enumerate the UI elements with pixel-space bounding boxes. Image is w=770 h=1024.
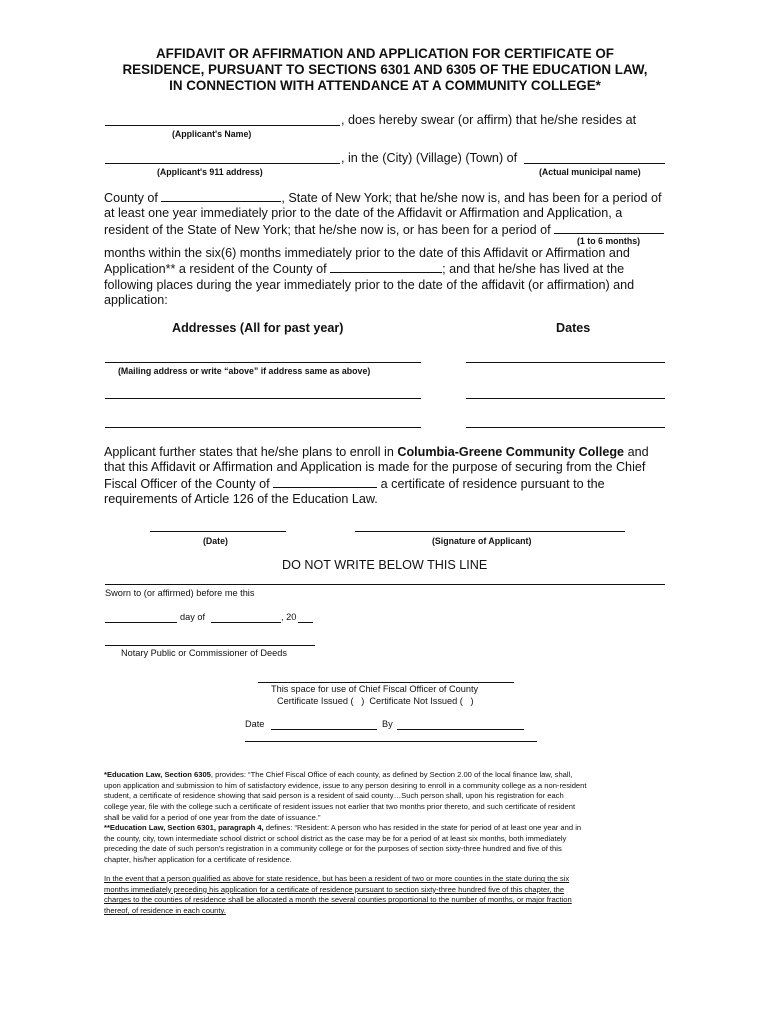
month-blank[interactable] bbox=[211, 622, 281, 623]
county-residence-blank[interactable] bbox=[330, 261, 442, 273]
enroll-line-1a: Applicant further states that he/she plans to enroll in bbox=[104, 445, 394, 459]
dates-header: Dates bbox=[556, 321, 591, 335]
addresses-header: Addresses (All for past year) bbox=[172, 321, 344, 335]
fn2-line-1: defines: “Resident: A person who has resided in the state for period of at least one year and in bbox=[263, 823, 582, 832]
footnote-section-6305 bbox=[104, 770, 664, 824]
fn3-line-4: thereof, of residence in each county. bbox=[104, 906, 226, 916]
signature-label: (Signature of Applicant) bbox=[432, 536, 532, 546]
certificate-issued-text: Certificate Issued ( ) Certificate Not Issued ( ) bbox=[277, 696, 474, 706]
title-line-2: RESIDENCE, PURSUANT TO SECTIONS 6301 AND 6305 OF THE EDUCATION LAW, bbox=[122, 62, 648, 77]
enroll-line-1b: and bbox=[627, 445, 649, 459]
fn2-heading: **Education Law, Section 6301, paragraph 4, bbox=[104, 823, 264, 832]
applicant-address-blank[interactable] bbox=[105, 163, 340, 164]
year-blank[interactable] bbox=[298, 622, 313, 623]
sworn-text: Sworn to (or affirmed) before me this bbox=[105, 588, 255, 598]
cfo-space-text: This space for use of Chief Fiscal Officer of County bbox=[271, 684, 479, 694]
applicant-name-blank[interactable] bbox=[105, 125, 340, 126]
fn3-line-3: charges to the counties of residence shall be allocated a month the several counties proportional to the number of months, or major fraction bbox=[104, 895, 572, 905]
notary-label: Notary Public or Commissioner of Deeds bbox=[121, 648, 287, 658]
date-blank-2[interactable] bbox=[466, 398, 665, 399]
fn2-line-2: the county, city, town intermediate school district or school district as the case may be for a period of at least six months, both immediately bbox=[104, 833, 567, 843]
residency-line-2: at least one year immediately prior to the date of the Affidavit or Affirmation and Application, a bbox=[104, 206, 623, 221]
cfo-by-blank[interactable] bbox=[397, 729, 524, 730]
municipal-name-label: (Actual municipal name) bbox=[539, 167, 641, 177]
residency-paragraph-cont bbox=[104, 246, 634, 309]
date-blank-1[interactable] bbox=[466, 362, 665, 363]
cfo-date-blank[interactable] bbox=[271, 729, 377, 730]
fn1-line-5: shall be valid for a period of one year from the date of issuance.” bbox=[104, 812, 321, 822]
enroll-line-3b: a certificate of residence pursuant to the bbox=[380, 476, 605, 491]
footnote-multiple-counties bbox=[104, 874, 664, 917]
title-line-1: AFFIDAVIT OR AFFIRMATION AND APPLICATION FOR CERTIFICATE OF bbox=[156, 46, 614, 61]
footnote-section-6301 bbox=[104, 823, 664, 866]
date-signature-blank[interactable] bbox=[150, 531, 286, 532]
county-of-text: County of bbox=[104, 191, 158, 205]
address-blank-3[interactable] bbox=[105, 427, 421, 428]
city-text: , in the (City) (Village) (Town) of bbox=[341, 151, 518, 165]
enroll-paragraph bbox=[104, 445, 649, 508]
fn1-line-2: upon application and submission to him of satisfactory evidence, issue to any person desiring to enroll in a community college as a non-resident bbox=[104, 780, 587, 790]
cfo-by-label: By bbox=[382, 719, 393, 729]
state-text: , State of New York; that he/she now is, and has been for a period of bbox=[281, 191, 662, 205]
fn2-line-3: preceding the date of such person's registration in a community college or for the purposes of section sixty-three hundred and five of this bbox=[104, 844, 562, 854]
day-of-text: day of bbox=[180, 612, 206, 622]
fiscal-county-blank[interactable] bbox=[273, 476, 377, 488]
applicant-name-label: (Applicant's Name) bbox=[172, 129, 252, 139]
residency-line-5b: ; and that he/she has lived at the bbox=[442, 262, 625, 277]
day-blank[interactable] bbox=[105, 622, 177, 623]
residency-paragraph bbox=[104, 190, 664, 238]
cfo-date-label: Date bbox=[245, 719, 265, 729]
address-blank-2[interactable] bbox=[105, 398, 421, 399]
year-prefix: , 20 bbox=[281, 612, 297, 622]
fn1-line-4: college year, file with the college such a certificate of resident issues not earlier that two months prior thereto, and such certificate of resident bbox=[104, 802, 576, 812]
fn3-line-2: months immediately preceding his application for a certificate of residence pursuant to section sixty-three hundred five of this chapter, the bbox=[104, 884, 565, 894]
applicant-address-label: (Applicant's 911 address) bbox=[157, 167, 263, 177]
divider-line bbox=[105, 584, 665, 585]
applicant-signature-blank[interactable] bbox=[355, 531, 625, 532]
enroll-line-2: that this Affidavit or Affirmation and Application is made for the purpose of securing from the Chief bbox=[104, 460, 646, 475]
fn1-line-1: , provides: “The Chief Fiscal Office of each county, as defined by Section 2.00 of the local finance law, shall, bbox=[210, 770, 573, 779]
college-name: Columbia-Greene Community College bbox=[397, 445, 625, 459]
fn1-line-3: student, a certificate of residence showing that said person is a resident of said county…Such person shall, upon his registration for each bbox=[104, 791, 564, 801]
notary-signature-blank[interactable] bbox=[105, 645, 315, 646]
municipal-name-blank[interactable] bbox=[524, 163, 665, 164]
fn2-line-4: chapter, his/her application for a certificate of residence. bbox=[104, 855, 292, 865]
months-blank[interactable] bbox=[554, 222, 664, 234]
cfo-bottom-line bbox=[245, 741, 537, 742]
cfo-top-line bbox=[258, 682, 514, 683]
date-blank-3[interactable] bbox=[466, 427, 665, 428]
date-label: (Date) bbox=[203, 536, 228, 546]
enroll-line-4: requirements of Article 126 of the Education Law. bbox=[104, 492, 378, 507]
address-blank-1[interactable] bbox=[105, 362, 421, 363]
fn1-heading: *Education Law, Section 6305 bbox=[104, 770, 211, 779]
document-title bbox=[80, 46, 690, 94]
residency-line-3: resident of the State of New York; that he/she now is, or has been for a period of bbox=[104, 222, 551, 237]
residency-line-6: following places during the year immediately prior to the date of the affidavit (or affirmation) and bbox=[104, 277, 635, 292]
fn3-line-1: In the event that a person qualified as above for state residence, but has been a resident of two or more counties in the state during the six bbox=[104, 874, 570, 883]
title-line-3: IN CONNECTION WITH ATTENDANCE AT A COMMUNITY COLLEGE* bbox=[169, 78, 601, 93]
do-not-write-notice: DO NOT WRITE BELOW THIS LINE bbox=[282, 558, 488, 572]
county-blank[interactable] bbox=[161, 190, 281, 202]
swear-text: , does hereby swear (or affirm) that he/she resides at bbox=[341, 113, 637, 127]
months-label: (1 to 6 months) bbox=[577, 236, 641, 246]
mailing-address-label: (Mailing address or write “above” if address same as above) bbox=[118, 366, 371, 376]
residency-line-7: application: bbox=[104, 293, 168, 308]
enroll-line-3a: Fiscal Officer of the County of bbox=[104, 476, 270, 491]
residency-line-5a: Application** a resident of the County of bbox=[104, 262, 327, 277]
residency-line-4: months within the six(6) months immediately prior to the date of this Affidavit or Affirmation and bbox=[104, 246, 630, 260]
